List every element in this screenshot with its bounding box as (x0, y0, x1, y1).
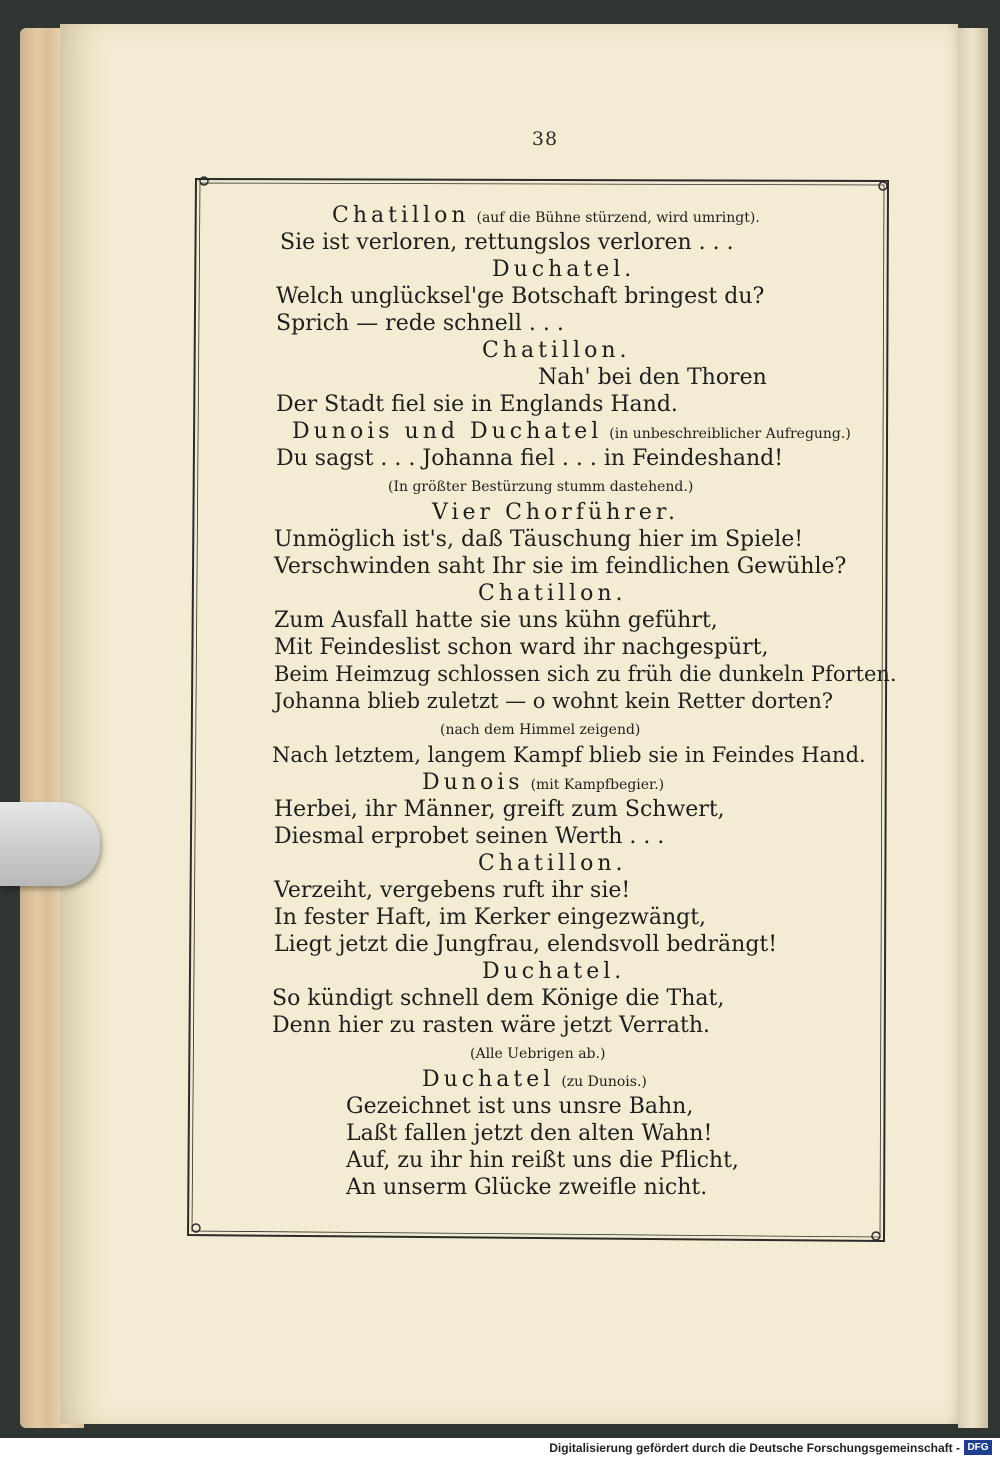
verse-line: Zum Ausfall hatte sie uns kühn geführt, (274, 608, 718, 633)
speaker-line: Chatillon (auf die Bühne stürzend, wird umringt). (332, 203, 760, 228)
verse-line: Nah' bei den Thoren (538, 365, 767, 390)
verse-line: Unmöglich ist's, daß Täuschung hier im Spiele! (274, 527, 804, 552)
verse-line: Beim Heimzug schlossen sich zu früh die dunkeln Pforten. (274, 662, 897, 686)
verse-line: Verzeiht, vergebens ruft ihr sie! (274, 878, 631, 903)
funding-credit: Digitalisierung gefördert durch die Deutsche Forschungsgemeinschaft - (549, 1441, 960, 1455)
verse-line: Nach letztem, langem Kampf blieb sie in Feindes Hand. (272, 743, 866, 767)
verse-line: Welch unglücksel'ge Botschaft bringest du? (276, 284, 765, 309)
speaker-line: Dunois (mit Kampfbegier.) (422, 770, 665, 795)
verse-line: Auf, zu ihr hin reißt uns die Pflicht, (346, 1148, 739, 1173)
stage-direction: (Alle Uebrigen ab.) (470, 1046, 606, 1062)
dfg-logo: DFG (964, 1440, 992, 1455)
verse-line: Johanna blieb zuletzt — o wohnt kein Retter dorten? (274, 689, 834, 713)
verse-line: Liegt jetzt die Jungfrau, elendsvoll bedrängt! (274, 932, 778, 957)
verse-line: Gezeichnet ist uns unsre Bahn, (346, 1094, 694, 1119)
verse-line: In fester Haft, im Kerker eingezwängt, (274, 905, 707, 930)
stage-direction: (In größter Bestürzung stumm dastehend.) (388, 479, 694, 495)
speaker-line: Vier Chorführer. (432, 500, 679, 525)
speaker-line: Duchatel. (492, 257, 636, 282)
verse-line: Mit Feindeslist schon ward ihr nachgespürt, (274, 635, 769, 660)
stage-direction: (nach dem Himmel zeigend) (440, 722, 641, 738)
verse-line: Denn hier zu rasten wäre jetzt Verrath. (272, 1013, 711, 1038)
verse-line: Verschwinden saht Ihr sie im feindlichen Gewühle? (274, 554, 847, 579)
verse-line: Du sagst . . . Johanna fiel . . . in Feindeshand! (276, 446, 784, 471)
speaker-line: Chatillon. (482, 338, 631, 363)
speaker-line: Chatillon. (478, 581, 627, 606)
page-number: 38 (531, 128, 559, 150)
verse-line: So kündigt schnell dem Könige die That, (272, 986, 725, 1011)
verse-line: Laßt fallen jetzt den alten Wahn! (346, 1121, 713, 1146)
speaker-line: Chatillon. (478, 851, 627, 876)
speaker-line: Dunois und Duchatel (in unbeschreiblicher Aufregung.) (292, 419, 851, 444)
speaker-line: Duchatel. (482, 959, 626, 984)
verse-line: Herbei, ihr Männer, greift zum Schwert, (274, 797, 725, 822)
verse-line: Sprich — rede schnell . . . (276, 311, 564, 336)
footer-bar (0, 1438, 1000, 1459)
speaker-line: Duchatel (zu Dunois.) (422, 1067, 647, 1092)
verse-line: Sie ist verloren, rettungslos verloren . . . (280, 230, 734, 255)
verse-line: Der Stadt fiel sie in Englands Hand. (276, 392, 678, 417)
verse-line: An unserm Glücke zweifle nicht. (346, 1175, 708, 1200)
verse-line: Diesmal erprobet seinen Werth . . . (274, 824, 665, 849)
